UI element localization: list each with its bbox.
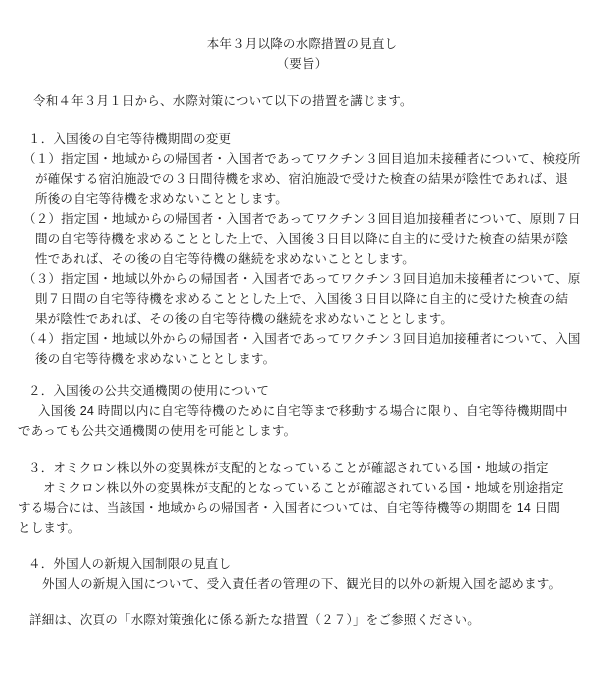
section-1-item-2-line-2: 間の自宅等待機を求めることとした上で、入国後３日目以降に自主的に受けた検査の結果が陰 [35,232,569,246]
section-1-item-2-line-3: 性であれば、その後の自宅等待機の継続を求めないこととします。 [35,252,416,266]
section-2-heading: ２．入国後の公共交通機関の使用について [28,384,270,398]
intro-paragraph: 令和４年３月１日から、水際対策について以下の措置を講じます。 [33,94,413,108]
section-1-item-3-line-1: （３）指定国・地域以外からの帰国者・入国者であってワクチン３回目追加未接種者について、原 [23,272,581,286]
section-4-body-line-1: 外国人の新規入国について、受入責任者の管理の下、観光目的以外の新規入国を認めます。 [42,577,562,591]
footer-note: 詳細は、次頁の「水際対策強化に係る新たな措置（２７）」をご参照ください。 [29,613,480,627]
section-3-heading: ３．オミクロン株以外の変異株が支配的となっていることが確認されている国・地域の指定 [28,461,549,475]
section-3-body-line-2: する場合には、当該国・地域からの帰国者・入国者については、自宅等待機等の期間を 14 日間 [18,501,561,515]
section-4-heading: ４．外国人の新規入国制限の見直し [28,557,232,571]
section-1-item-3-line-2: 則７日間の自宅等待機を求めることとした上で、入国後３日目以降に自主的に受けた検査の結 [35,292,569,306]
section-1-item-2-line-1: （２）指定国・地域からの帰国者・入国者であってワクチン３回目追加接種者について、原則７日 [23,212,581,226]
section-2-body-line-2: であっても公共交通機関の使用を可能とします。 [18,424,297,438]
section-1-item-3-line-3: 果が陰性であれば、その後の自宅等待機の継続を求めないこととします。 [35,312,454,326]
section-1-heading: １．入国後の自宅等待機期間の変更 [28,132,232,146]
doc-subtitle: （要旨） [276,57,328,71]
doc-title: 本年３月以降の水際措置の見直し [206,37,398,51]
section-1-item-1-line-3: 所後の自宅等待機を求めないこととします。 [35,192,289,206]
section-1-item-4-line-1: （４）指定国・地域以外からの帰国者・入国者であってワクチン３回目追加接種者について、入国 [23,332,581,346]
section-1-item-4-line-2: 後の自宅等待機を求めないこととします。 [35,352,276,366]
section-3-body-line-3: とします。 [18,521,81,535]
section-1-item-1-line-1: （１）指定国・地域からの帰国者・入国者であってワクチン３回目追加未接種者について、検疫所 [23,152,581,166]
section-2-body-line-1: 入国後 24 時間以内に自宅等待機のために自宅等まで移動する場合に限り、自宅等待機期間中 [38,404,568,418]
section-1-item-1-line-2: が確保する宿泊施設での３日間待機を求め、宿泊施設で受けた検査の結果が陰性であれば、退 [35,172,568,186]
section-3-body-line-1: オミクロン株以外の変異株が支配的となっていることが確認されている国・地域を別途指定 [43,481,564,495]
